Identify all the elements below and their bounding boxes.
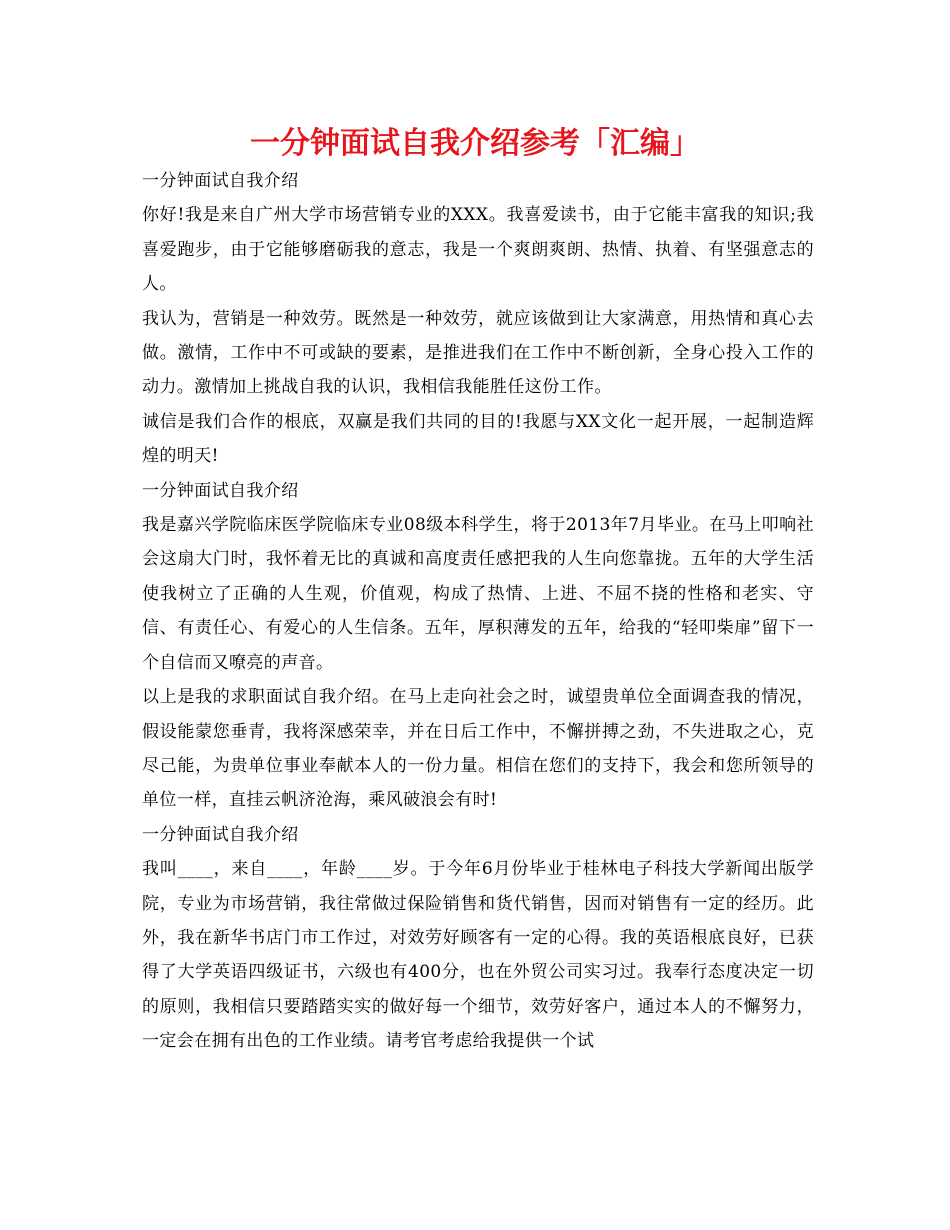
paragraph: 你好!我是来自广州大学市场营销专业的XXX。我喜爱读书，由于它能丰富我的知识;我喜爱跑步，由于它能够磨砺我的意志，我是一个爽朗爽朗、热情、执着、有坚强意志的人。 xyxy=(142,205,814,295)
document-body xyxy=(142,164,814,1059)
paragraph: 我叫____，来自____，年龄____岁。于今年6月份毕业于桂林电子科技大学新闻出版学院，专业为市场营销，我往常做过保险销售和货代销售，因而对销售有一定的经历。此外，我在新华书店门市工作过，对效劳好顾客有一定的心得。我的英语根底良好，已获得了大学英语四级证书，六级也有400分，也在外贸公司实习过。我奉行态度决定一切的原则，我相信只要踏踏实实的做好每一个细节，效劳好客户，通过本人的不懈努力，一定会在拥有出色的工作业绩。请考官考虑给我提供一个试 xyxy=(142,859,814,1052)
paragraph: 我是嘉兴学院临床医学院临床专业08级本科学生，将于2013年7月毕业。在马上叩响社会这扇大门时，我怀着无比的真诚和高度责任感把我的人生向您靠拢。五年的大学生活使我树立了正确的人生观，价值观，构成了热情、上进、不屈不挠的性格和老实、守信、有责任心、有爱心的人生信条。五年，厚积薄发的五年，给我的“轻叩柴扉”留下一个自信而又嘹亮的声音。 xyxy=(142,515,814,673)
paragraph: 诚信是我们合作的根底，双赢是我们共同的目的!我愿与XX文化一起开展，一起制造辉煌的明天! xyxy=(142,411,814,467)
document-title: 一分钟面试自我介绍参考「汇编」 xyxy=(250,126,700,161)
paragraph: 以上是我的求职面试自我介绍。在马上走向社会之时，诚望贵单位全面调查我的情况，假设能蒙您垂青，我将深感荣幸，并在日后工作中，不懈拼搏之劲，不失进取之心，克尽己能，为贵单位事业奉献本人的一份力量。相信在您们的支持下，我会和您所领导的单位一样，直挂云帆济沧海，乘风破浪会有时! xyxy=(142,687,814,811)
paragraph: 我认为，营销是一种效劳。既然是一种效劳，就应该做到让大家满意，用热情和真心去做。激情，工作中不可或缺的要素，是推进我们在工作中不断创新，全身心投入工作的动力。激情加上挑战自我的认识，我相信我能胜任这份工作。 xyxy=(142,308,814,398)
section-heading-3: 一分钟面试自我介绍 xyxy=(142,824,299,845)
section-heading-2: 一分钟面试自我介绍 xyxy=(142,480,299,501)
section-heading-1: 一分钟面试自我介绍 xyxy=(142,171,299,191)
